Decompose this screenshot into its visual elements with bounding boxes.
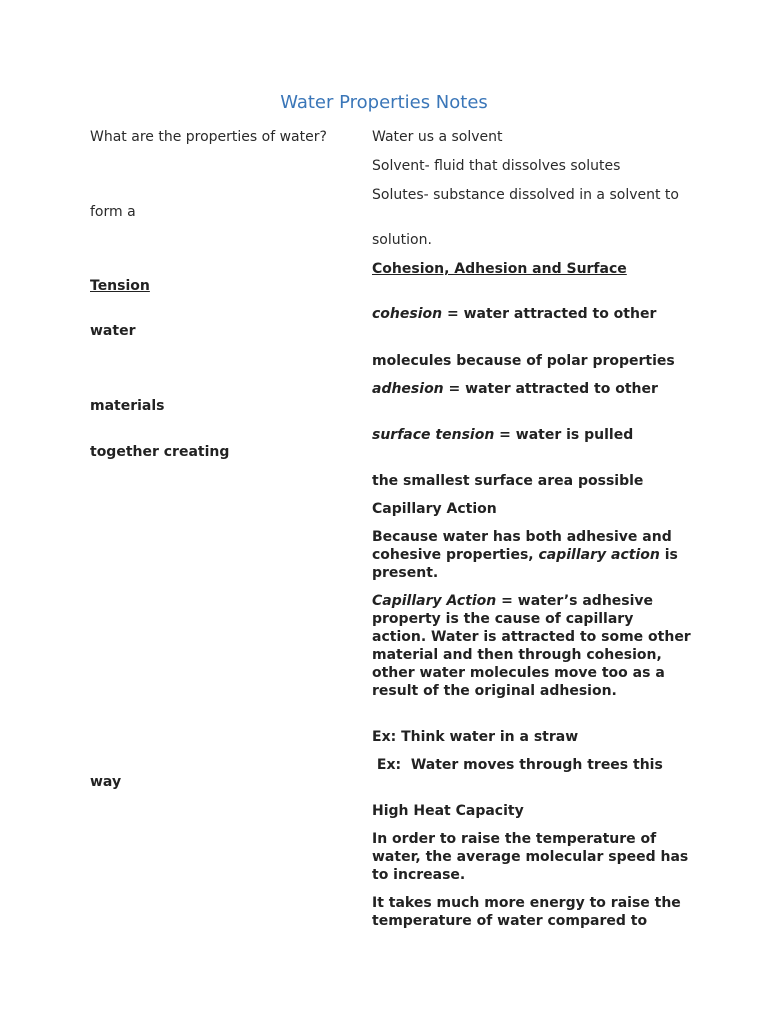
cohesion-continuation: molecules because of polar properties bbox=[372, 353, 675, 369]
cohesion-term: cohesion bbox=[372, 306, 443, 322]
question-text: What are the properties of water? bbox=[90, 129, 327, 145]
capillary-paragraph-1 bbox=[372, 528, 692, 582]
capillary-p2-text: = water’s adhesive property is the cause of capillary action. Water is attracted to some other material and then through cohesion, other water molecules move too as a result of the original adhesion. bbox=[372, 593, 691, 699]
cohesion-heading: Cohesion, Adhesion and Surface bbox=[372, 261, 627, 277]
capillary-p1-text-b: is present. bbox=[372, 547, 678, 581]
heat-capacity-paragraph-1: In order to raise the temperature of water, the average molecular speed has to increase. bbox=[372, 831, 689, 883]
cohesion-def-text: = water attracted to other bbox=[442, 306, 657, 322]
surface-tension-def-text: = water is pulled bbox=[494, 427, 634, 443]
capillary-example-2-wrap: way bbox=[90, 774, 122, 790]
cohesion-heading-wrap: Tension bbox=[90, 278, 150, 294]
adhesion-def-text: = water attracted to other bbox=[443, 381, 658, 397]
cohesion-wrap: water bbox=[90, 323, 136, 339]
capillary-example-2: Ex: Water moves through trees this bbox=[372, 757, 663, 773]
solvent-line-2: Solvent- fluid that dissolves solutes bbox=[372, 158, 621, 174]
heat-capacity-paragraph-2: It takes much more energy to raise the temperature of water compared to bbox=[372, 895, 681, 929]
heat-capacity-heading: High Heat Capacity bbox=[372, 803, 524, 819]
surface-tension-term: surface tension bbox=[372, 427, 495, 443]
surface-tension-definition bbox=[372, 426, 633, 444]
capillary-example-1: Ex: Think water in a straw bbox=[372, 729, 579, 745]
adhesion-term: adhesion bbox=[372, 381, 444, 397]
capillary-p2-term: Capillary Action bbox=[372, 593, 497, 609]
solvent-line-3-wrap: form a bbox=[90, 204, 136, 220]
cohesion-definition bbox=[372, 305, 656, 323]
solvent-line-3: Solutes- substance dissolved in a solvent to bbox=[372, 187, 679, 203]
surface-tension-continuation: the smallest surface area possible bbox=[372, 473, 644, 489]
capillary-heading: Capillary Action bbox=[372, 501, 497, 517]
capillary-p1-term: capillary action bbox=[538, 547, 660, 563]
surface-tension-wrap: together creating bbox=[90, 444, 230, 460]
solvent-line-4: solution. bbox=[372, 232, 432, 248]
page-title: Water Properties Notes bbox=[280, 92, 488, 113]
capillary-p1-text-a: Because water has both adhesive and cohesive properties, bbox=[372, 529, 672, 563]
adhesion-wrap: materials bbox=[90, 398, 165, 414]
adhesion-definition bbox=[372, 380, 658, 398]
capillary-paragraph-2 bbox=[372, 592, 692, 700]
solvent-line-1: Water us a solvent bbox=[372, 129, 503, 145]
